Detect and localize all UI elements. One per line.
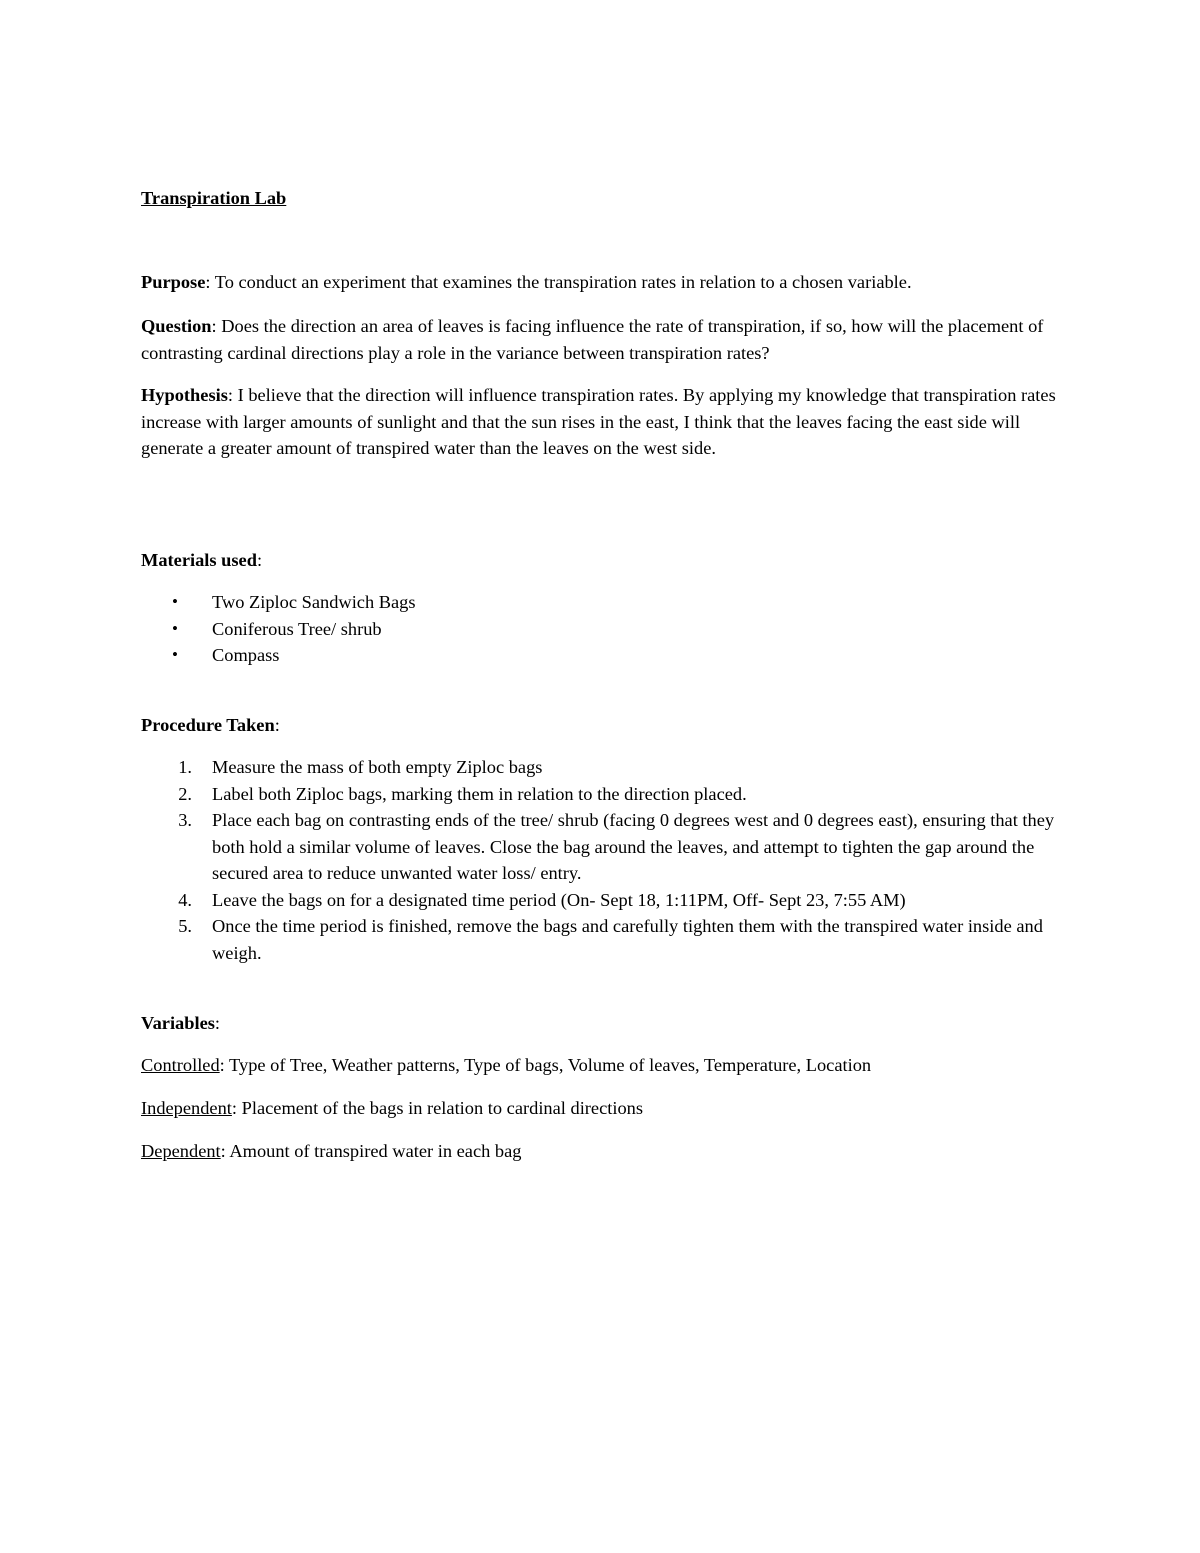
bullet-icon: • — [172, 618, 178, 638]
purpose-sep: : — [205, 272, 215, 292]
purpose-label: Purpose — [141, 272, 206, 292]
document-title: Transpiration Lab — [141, 188, 287, 208]
list-item — [141, 754, 1061, 781]
step-number: 2. — [178, 783, 192, 804]
list-item — [141, 913, 1061, 966]
step-text: Place each bag on contrasting ends of the tree/ shrub (facing 0 degrees west and 0 degrees east), ensuring that they both hold a similar volume of leaves. Close the bag around the leaves, and attempt to tighten the gap around the secured area to reduce unwanted water loss/ entry. — [212, 810, 1055, 883]
hypothesis-text: I believe that the direction will influence transpiration rates. By applying my knowledge that transpiration rates increase with larger amounts of sunlight and that the sun rises in the east, I think that the leaves facing the east side will generate a greater amount of transpired water than the leaves on the west side. — [141, 385, 1056, 458]
step-number: 4. — [178, 889, 192, 910]
independent-sep: : — [231, 1098, 242, 1118]
hypothesis-sep: : — [227, 385, 238, 405]
variables-heading — [141, 1010, 220, 1037]
step-number: 3. — [178, 810, 192, 830]
procedure-list — [141, 754, 1061, 966]
procedure-heading — [141, 712, 280, 739]
materials-item-text: Two Ziploc Sandwich Bags — [212, 592, 416, 612]
step-number: 5. — [178, 916, 192, 936]
dependent-sep: : — [220, 1141, 230, 1161]
independent-text: Placement of the bags in relation to cardinal directions — [241, 1098, 644, 1118]
question-label: Question — [141, 316, 212, 336]
step-text: Label both Ziploc bags, marking them in relation to the direction placed. — [212, 783, 747, 804]
dependent-text: Amount of transpired water in each bag — [229, 1141, 522, 1161]
list-item — [141, 807, 1061, 887]
hypothesis-label: Hypothesis — [141, 385, 228, 405]
step-text: Measure the mass of both empty Ziploc bags — [212, 757, 543, 777]
materials-list — [141, 589, 1061, 669]
materials-sep: : — [256, 550, 263, 570]
materials-label: Materials used — [141, 550, 257, 570]
list-item — [141, 887, 1061, 914]
independent-variable — [141, 1095, 1061, 1122]
list-item — [141, 781, 1061, 808]
purpose-text: To conduct an experiment that examines the transpiration rates in relation to a chosen variable. — [214, 272, 912, 292]
step-text: Once the time period is finished, remove the bags and carefully tighten them with the transpired water inside and weigh. — [212, 916, 1043, 963]
step-number: 1. — [178, 757, 192, 777]
independent-label: Independent — [141, 1098, 232, 1118]
question-text: Does the direction an area of leaves is facing influence the rate of transpiration, if so, how will the placement of contrasting cardinal directions play a role in the variance between transpiration rates? — [141, 316, 1044, 363]
variables-sep: : — [214, 1013, 221, 1033]
procedure-label: Procedure Taken — [141, 715, 275, 735]
list-item — [141, 642, 1061, 669]
question-paragraph — [141, 313, 1061, 366]
question-sep: : — [211, 316, 222, 336]
purpose-paragraph — [141, 269, 1061, 296]
dependent-label: Dependent — [141, 1141, 221, 1161]
bullet-icon: • — [172, 592, 178, 611]
list-item — [141, 616, 1061, 643]
controlled-label: Controlled — [141, 1055, 220, 1075]
materials-heading — [141, 547, 262, 574]
bullet-icon: • — [172, 645, 178, 664]
dependent-variable — [141, 1138, 1061, 1165]
controlled-sep: : — [219, 1055, 230, 1075]
controlled-text: Type of Tree, Weather patterns, Type of bags, Volume of leaves, Temperature, Location — [229, 1055, 872, 1075]
procedure-sep: : — [274, 715, 280, 735]
list-item — [141, 589, 1061, 616]
hypothesis-paragraph — [141, 382, 1061, 462]
materials-item-text: Coniferous Tree/ shrub — [212, 618, 382, 639]
variables-label: Variables — [141, 1013, 215, 1033]
step-text: Leave the bags on for a designated time period (On- Sept 18, 1:11PM, Off- Sept 23, 7:55 AM) — [212, 889, 906, 910]
materials-item-text: Compass — [212, 645, 280, 665]
controlled-variables — [141, 1052, 1061, 1079]
